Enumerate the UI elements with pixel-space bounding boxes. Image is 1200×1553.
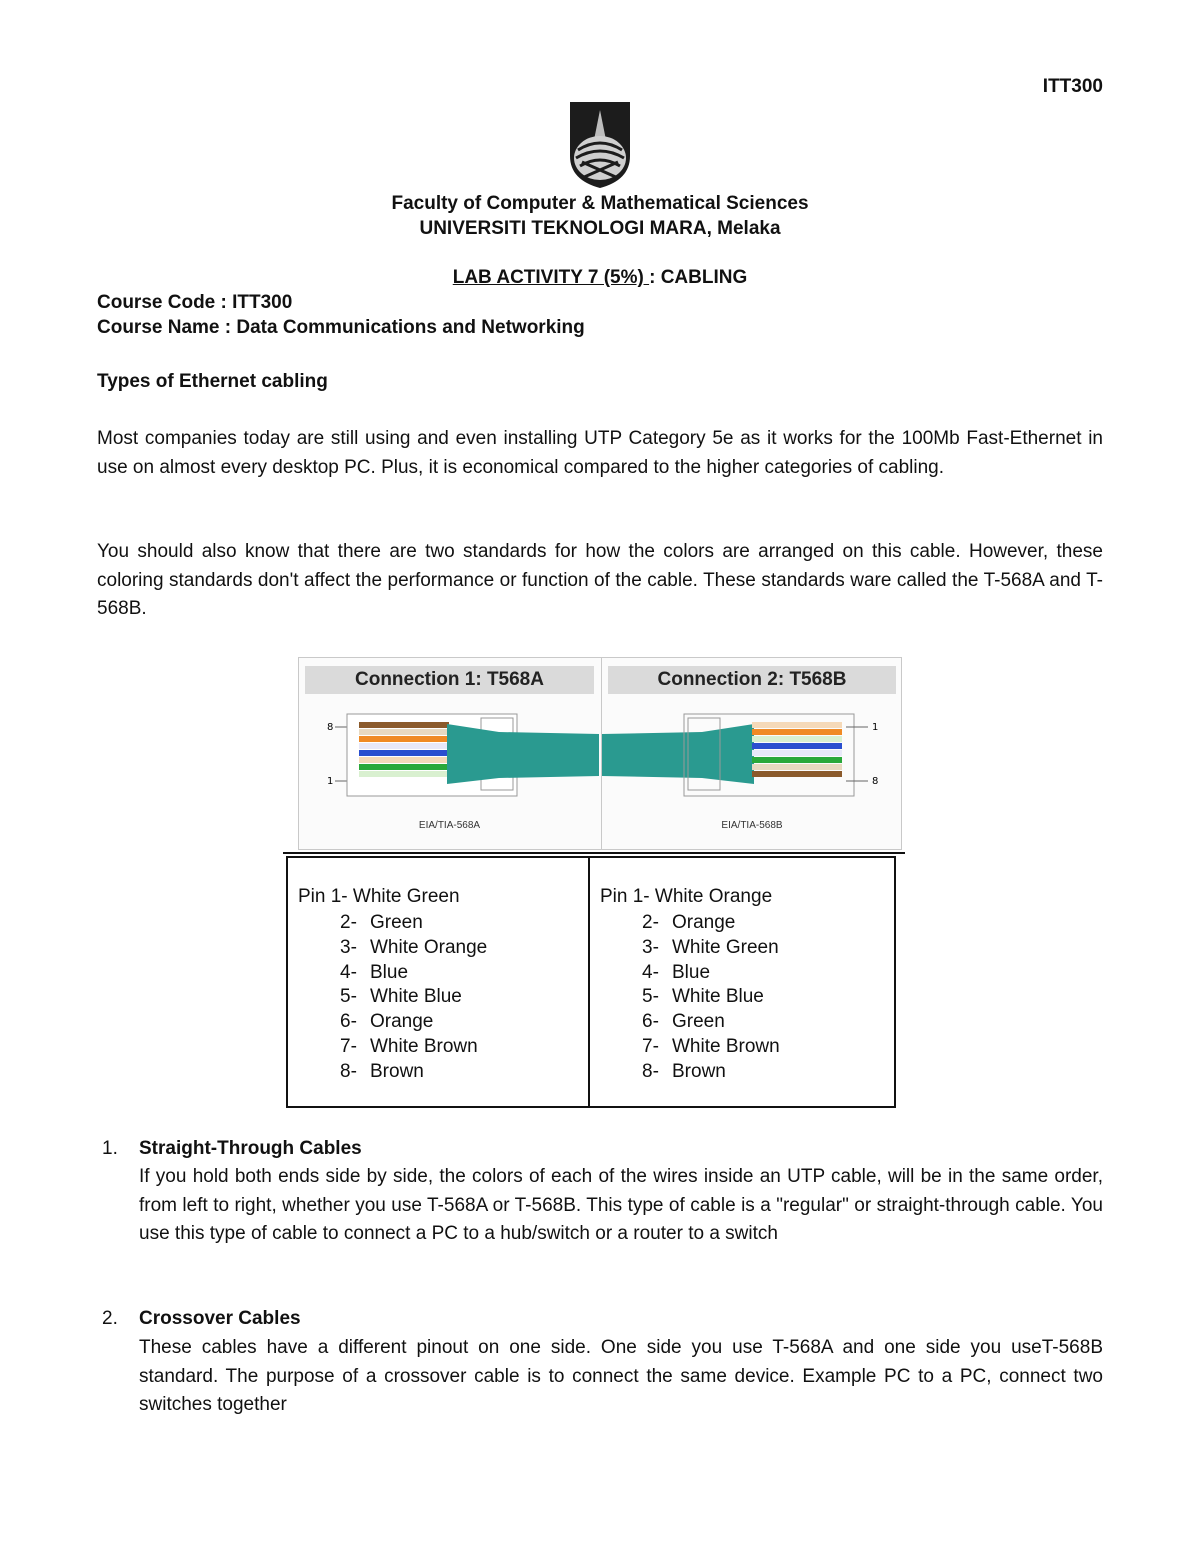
t568b-pin-column: [588, 858, 894, 1106]
list-item: 6- Orange: [340, 1011, 434, 1033]
t568b-pin-head: Pin 1- White Orange: [600, 886, 773, 907]
item-1-title: Straight-Through Cables: [139, 1138, 362, 1159]
lab-title: [0, 267, 1200, 289]
t568a-pin-list: [340, 911, 487, 1085]
section-heading: Types of Ethernet cabling: [97, 371, 328, 392]
item-1-number: 1.: [102, 1138, 118, 1159]
t568b-pin-bottom-label: 8: [872, 776, 879, 787]
lab-title-rest: : CABLING: [649, 267, 748, 288]
t568b-pin-list: [642, 911, 780, 1085]
t568a-panel: [299, 658, 600, 849]
list-item: 2- Green: [340, 912, 423, 933]
t568a-cable: [447, 724, 599, 784]
list-item: 5- White Blue: [642, 986, 764, 1008]
t568b-title: Connection 2: T568B: [608, 666, 896, 694]
t568b-wires: [752, 722, 842, 777]
t568a-title: Connection 1: T568A: [305, 666, 594, 694]
pin-table: [286, 856, 896, 1108]
course-code: Course Code : ITT300: [97, 292, 293, 313]
lab-title-underlined: LAB ACTIVITY 7 (5%): [452, 267, 650, 288]
t568a-pin-column: [288, 858, 588, 1106]
t568a-label: EIA/TIA-568A: [418, 820, 481, 831]
course-name: Course Name : Data Communications and Networking: [97, 317, 585, 338]
faculty-name: Faculty of Computer & Mathematical Sciences: [391, 193, 809, 214]
item-2-body: These cables have a different pinout on one side. One side you use T-568A and one side you useT-568B standard. The purpose of a crossover cable is to connect the same device. Example PC to a PC, connect two switches together: [139, 1337, 1103, 1415]
list-item: 5- White Blue: [340, 986, 462, 1008]
t568b-label: EIA/TIA-568B: [721, 820, 783, 831]
item-1-body: If you hold both ends side by side, the colors of each of the wires inside an UTP cable, will be in the same order, from left to right, whether you use T-568A or T-568B. This type of cable is a "regular" or straight-through cable. You use this type of cable to connect a PC to a hub/switch or a router to a switch: [139, 1166, 1103, 1244]
paragraph-1: Most companies today are still using and even installing UTP Category 5e as it works for the 100Mb Fast-Ethernet in use on almost every desktop PC. Plus, it is economical compared to the higher categories of cabling.: [97, 428, 1103, 478]
university-logo: [566, 100, 634, 190]
list-item: 3- White Green: [642, 936, 779, 958]
university-name: UNIVERSITI TEKNOLOGI MARA, Melaka: [419, 218, 781, 239]
divider-line: [283, 852, 905, 854]
t568a-pin-bottom-label: 1: [327, 776, 334, 787]
list-item: 7- White Brown: [642, 1035, 780, 1057]
t568b-pin-top-label: 1: [872, 722, 879, 733]
t568b-cable: [602, 724, 754, 784]
t568a-pin-top-label: 8: [327, 722, 334, 733]
t568a-pin-head: Pin 1- White Green: [298, 886, 460, 907]
t568b-panel: [601, 658, 902, 849]
item-2-title: Crossover Cables: [139, 1308, 301, 1329]
list-item: 3- White Orange: [340, 936, 488, 958]
corner-course-code: ITT300: [1042, 76, 1103, 97]
wiring-diagram: [298, 657, 902, 850]
paragraph-2: You should also know that there are two standards for how the colors are arranged on this cable. However, these coloring standards don't affect the performance or function of the cable. These standards ware called the T-568A and T-568B.: [97, 541, 1103, 619]
list-item: 8- Brown: [340, 1060, 424, 1082]
item-2-number: 2.: [102, 1308, 118, 1329]
t568a-connector-image: [299, 698, 599, 808]
list-item: 2- Orange: [642, 912, 736, 933]
t568b-connector-image: [602, 698, 902, 808]
list-item: 6- Green: [642, 1011, 725, 1033]
list-item: 7- White Brown: [340, 1035, 478, 1057]
list-item: 4- Blue: [642, 961, 711, 983]
list-item: 4- Blue: [340, 961, 409, 983]
list-item: 8- Brown: [642, 1060, 726, 1082]
